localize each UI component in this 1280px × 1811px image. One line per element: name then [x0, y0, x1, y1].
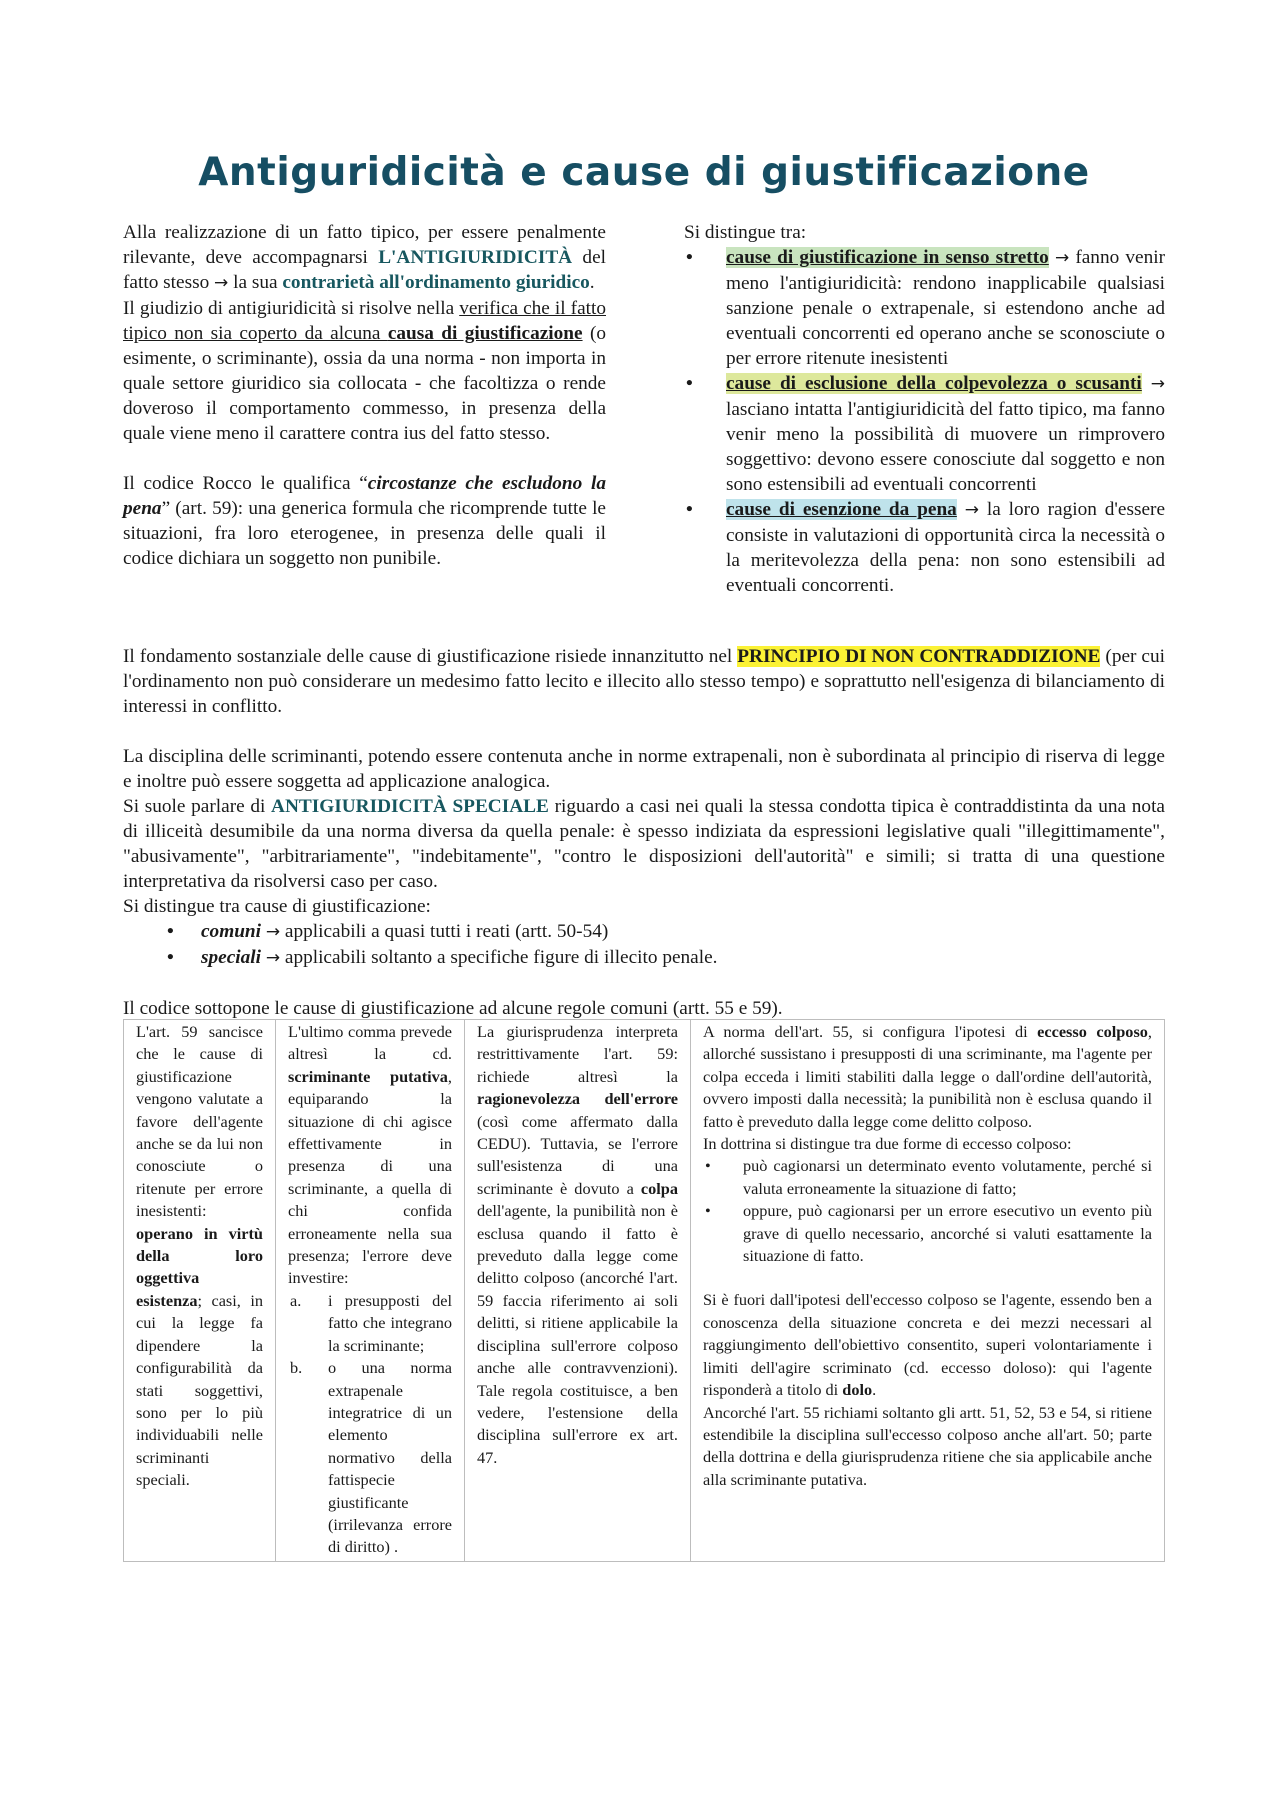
table-cell-giurisprudenza: La giurisprudenza interpreta restrittivamente l'art. 59: richiede altresì la ragionevolezza dell'errore (così come affermato dalla CEDU). Tuttavia, se l'errore sull'esistenza di una scriminante è dovuto a colpa dell'agente, la punibilità non è esclusa quando il fatto è preveduto dalla legge come delitto colposo (ancorché l'art. 59 faccia riferimento ai soli delitti, si ritiene applicabile la disciplina sull'errore colposo anche alle contravvenzioni). Tale regola costituisce, a ben vedere, l'estensione della disciplina sull'errore ex art. 47.: [465, 1020, 691, 1562]
body-text: [123, 644, 1165, 1021]
paragraph-codice-rocco: Il codice Rocco le qualifica “circostanze che escludono la pena” (art. 59): una generica formula che ricomprende tutte le situazioni, fra loro eterogenee, in presenza delle quali il codice dichiara un soggetto non punibile.: [123, 473, 606, 569]
paragraph-giudizio: Il giudizio di antigiuridicità si risolve nella verifica che il fatto tipico non sia coperto da alcuna causa di giustificazione (o esimente, o scriminante), ossia da una norma - non importa in quale settore giuridico sia collocata - che facoltizza o rende doveroso il comportamento commesso, in presenza della quale viene meno il carattere contra ius del fatto stesso.: [123, 298, 606, 444]
table-row: [124, 1020, 1165, 1562]
arrow-icon: →: [1054, 248, 1070, 268]
page-title: Antiguridicità e cause di giustificazione: [198, 150, 1090, 195]
bullet-icon: •: [686, 373, 693, 394]
arrow-icon: →: [964, 500, 979, 520]
paragraph-disciplina: La disciplina delle scriminanti, potendo essere contenuta anche in norme extrapenali, non è subordinata al principio di riserva di legge e inoltre può essere soggetta ad applicazione analogica.: [123, 746, 1165, 792]
distinction-intro: Si distingue tra:: [684, 222, 807, 243]
list-item: • comuni → applicabili a quasi tutti i reati (artt. 50-54): [167, 921, 609, 942]
list-item: a. i presupposti del fatto che integrano la scriminante;: [290, 1290, 452, 1355]
arrow-icon: →: [1150, 374, 1165, 394]
term-causa-giustificazione: causa di giustificazione: [387, 323, 583, 344]
arrow-icon: →: [265, 922, 281, 942]
list-item: • cause di giustificazione in senso stretto → fanno venir meno l'antigiuridicità: rendono inapplicabile qualsiasi sanzione penale o extrapenale, si estendono anche ad eventuali concorrenti ed operano anche se sconosciute o per errore ritenute inesistenti: [686, 247, 1165, 369]
paragraph-si-distingue: Si distingue tra cause di giustificazione:: [123, 896, 431, 917]
term-antigiuridicita-speciale: ANTIGIURIDICITÀ SPECIALE: [271, 796, 549, 817]
bullet-icon: •: [686, 499, 693, 520]
paragraph-regole-comuni: Il codice sottopone le cause di giustificazione ad alcune regole comuni (artt. 55 e 59).: [123, 998, 783, 1019]
bullet-icon: •: [167, 947, 174, 968]
term-antigiuridicita: L'ANTIGIURIDICITÀ: [378, 247, 573, 268]
list-item: • può cagionarsi un determinato evento volutamente, perché si valuta erroneamente la situazione di fatto;: [705, 1156, 1152, 1198]
bullet-icon: •: [167, 921, 174, 942]
list-item: • cause di esenzione da pena → la loro ragion d'essere consiste in valutazioni di opportunità circa la necessità o la meritevolezza della pena: non sono estensibili ad eventuali concorrenti.: [686, 499, 1165, 596]
bullet-icon: •: [705, 1201, 711, 1221]
distinction-list: [684, 245, 1165, 598]
bullet-icon: •: [705, 1156, 711, 1176]
paragraph-antigiuridicita-speciale: Si suole parlare di ANTIGIURIDICITÀ SPECIALE riguardo a casi nei quali la stessa condotta tipica è contraddistinta da una nota di illiceità desumibile da una norma diversa da quella penale: è spesso indiziata da espressioni legislative quali "illegittimamente", "abusivamente", "arbitrariamente", "indebitamente", "contro le disposizioni dell'autorità" e simili; si tratta di una questione interpretativa da risolversi caso per caso.: [123, 796, 1165, 892]
intro-columns: [123, 220, 1165, 644]
paragraph-fondamento: Il fondamento sostanziale delle cause di giustificazione risiede innanzitutto nel PRINCIPIO DI NON CONTRADDIZIONE (per cui l'ordinamento non può considerare un medesimo fatto lecito e illecito allo stesso tempo) e soprattutto nell'esigenza di bilanciamento di interessi in conflitto.: [123, 646, 1165, 717]
list-item: • cause di esclusione della colpevolezza o scusanti → lasciano intatta l'antigiuridicità del fatto tipico, ma fanno venir meno la possibilità di muovere un rimprovero soggettivo: devono essere conosciute dal soggetto e non sono estensibili ad eventuali concorrenti: [686, 373, 1165, 495]
putativa-list: [288, 1290, 452, 1559]
rules-table: [123, 1019, 1165, 1562]
term-principio-non-contraddizione: PRINCIPIO DI NON CONTRADDIZIONE: [737, 646, 1101, 667]
cause-list: [123, 919, 1165, 971]
table-cell-eccesso-colposo: A norma dell'art. 55, si configura l'ipotesi di eccesso colposo, allorché sussistano i presupposti di una scriminante, ma l'agente per colpa ecceda i limiti stabiliti dalla legge o dall'ordine dell'autorità, ovvero imposti dalla necessità; la punibilità non è esclusa quando il fatto è preveduto dalla legge come delitto colposo. In dottrina si distingue tra due forme di eccesso colposo: • può cagionarsi un determinato evento volutamente, perché si valuta erroneamente la situazione di fatto; • oppure, può cagionarsi per un errore esecutivo un evento più grave di quello necessario, ancorché si valuti esattamente la situazione di fatto. Si è fuori dall'ipotesi dell'eccesso colposo se l'agente, essendo ben a conoscenza della situazione concreta e dei mezzi necessari al raggiungimento dell'obiettivo consentito, superi volontariamente i limiti dell'agire scriminato (cd. eccesso doloso): qui l'agente risponderà a titolo di dolo. Ancorché l'art. 55 richiami soltanto gli artt. 51, 52, 53 e 54, si ritiene estendibile la disciplina sull'eccesso colposo anche all'art. 50; parte della dottrina e della giurisprudenza ritiene che sia applicabile anche alla scriminante putativa.: [691, 1020, 1165, 1562]
bullet-icon: •: [686, 247, 693, 268]
table-cell-art59: L'art. 59 sancisce che le cause di giustificazione vengono valutate a favore dell'agente anche se da lui non conosciute o ritenute per errore inesistenti: operano in virtù della loro oggettiva esistenza; casi, in cui la legge fa dipendere la configurabilità da stati soggettivi, sono per lo più individuabili nelle scriminanti speciali.: [124, 1020, 276, 1562]
table-cell-putativa: L'ultimo comma prevede altresì la cd. scriminante putativa, equiparando la situazione di chi agisce effettivamente in presenza di una scriminante, a quella di chi confida erroneamente nella sua presenza; l'errore deve investire: a. i presupposti del fatto che integrano la scriminante; b. o una norma extrapenale integratrice di un elemento normativo della fattispecie giustificante (irrilevanza errore di diritto) .: [276, 1020, 465, 1562]
list-item: b. o una norma extrapenale integratrice di un elemento normativo della fattispecie giustificante (irrilevanza errore di diritto) .: [290, 1358, 452, 1557]
list-item: • speciali → applicabili soltanto a specifiche figure di illecito penale.: [167, 947, 718, 968]
left-column: [123, 220, 606, 571]
list-item: • oppure, può cagionarsi per un errore esecutivo un evento più grave di quello necessario, ancorché si valuti esattamente la situazione di fatto.: [705, 1201, 1152, 1266]
paragraph-antigiuridicita: Alla realizzazione di un fatto tipico, per essere penalmente rilevante, deve accompagnarsi L'ANTIGIURIDICITÀ del fatto stesso → la sua contrarietà all'ordinamento giuridico.: [123, 222, 606, 293]
term-contrarieta: contrarietà all'ordinamento giuridico: [282, 272, 590, 293]
eccesso-list: [703, 1155, 1152, 1267]
arrow-icon: →: [214, 273, 229, 293]
right-column: [684, 220, 1165, 598]
arrow-icon: →: [265, 948, 281, 968]
